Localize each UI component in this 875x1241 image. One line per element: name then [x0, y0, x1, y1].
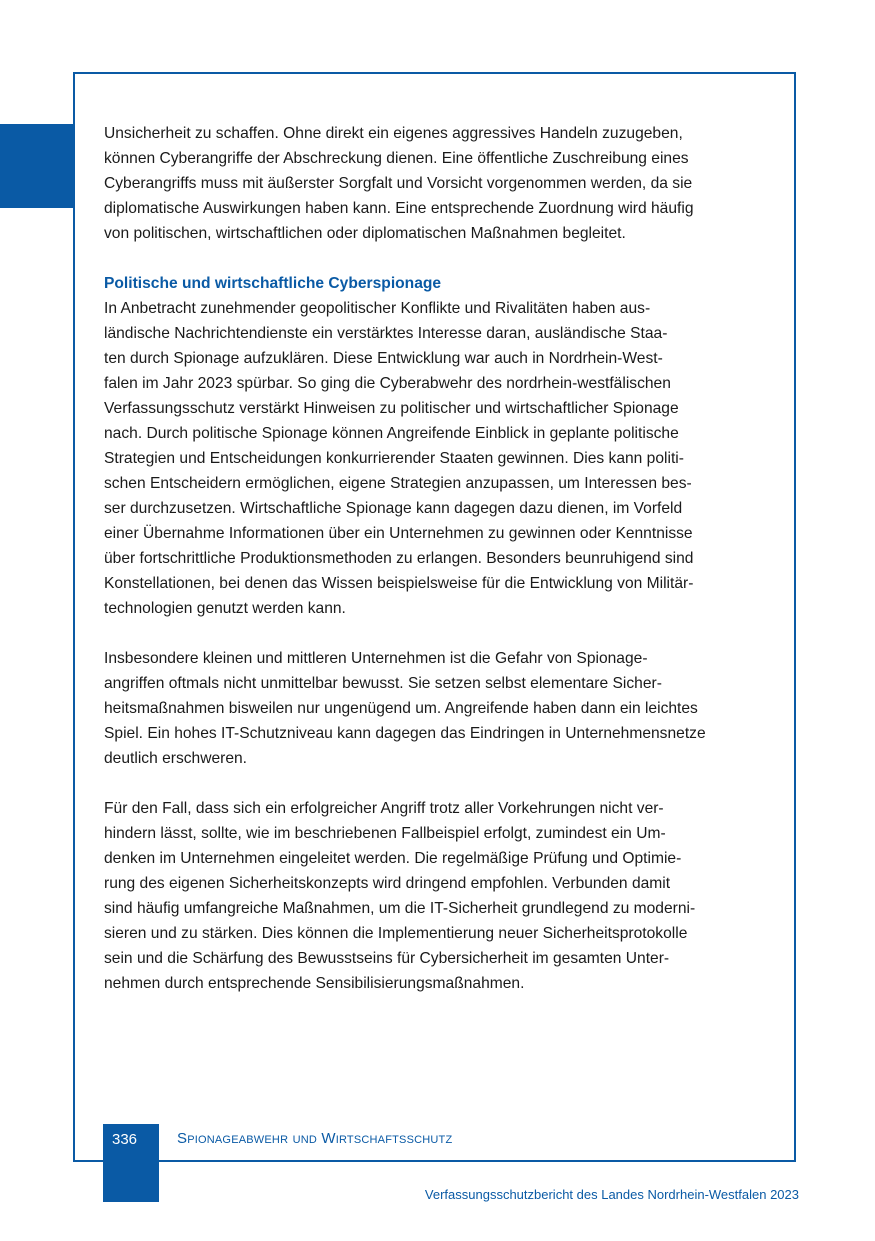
- text-line: heitsmaßnahmen bisweilen nur ungenügend um. Angreifende haben dann ein leichtes: [104, 700, 698, 717]
- text-line: hindern lässt, sollte, wie im beschriebenen Fallbeispiel erfolgt, zumindest ein Um-: [104, 825, 666, 842]
- text-line: einer Übernahme Informationen über ein Unternehmen zu gewinnen oder Kenntnisse: [104, 525, 693, 542]
- text-line: ländische Nachrichtendienste ein verstärktes Interesse daran, ausländische Staa-: [104, 325, 668, 342]
- page-number: 336: [112, 1131, 138, 1148]
- text-line: Spiel. Ein hohes IT-Schutzniveau kann dagegen das Eindringen in Unternehmensnetze: [104, 725, 706, 742]
- text-line: Unsicherheit zu schaffen. Ohne direkt ein eigenes aggressives Handeln zuzugeben,: [104, 125, 683, 142]
- text-line: diplomatische Auswirkungen haben kann. Eine entsprechende Zuordnung wird häufig: [104, 200, 694, 217]
- text-line: sieren und zu stärken. Dies können die Implementierung neuer Sicherheitsprotokolle: [104, 925, 688, 942]
- footer-report-title: Verfassungsschutzbericht des Landes Nordrhein-Westfalen 2023: [424, 1187, 799, 1202]
- text-line: Konstellationen, bei denen das Wissen beispielsweise für die Entwicklung von Militär-: [104, 575, 694, 592]
- text-line: falen im Jahr 2023 spürbar. So ging die Cyberabwehr des nordrhein-westfälischen: [104, 375, 671, 392]
- text-line: über fortschrittliche Produktionsmethoden zu erlangen. Besonders beunruhigend sind: [104, 550, 694, 567]
- main-content: [104, 121, 772, 1021]
- text-line: nach. Durch politische Spionage können Angreifende Einblick in geplante politische: [104, 425, 679, 442]
- text-line: Strategien und Entscheidungen konkurrierender Staaten gewinnen. Dies kann politi-: [104, 450, 684, 467]
- text-line: schen Entscheidern ermöglichen, eigene Strategien anzupassen, um Interessen bes-: [104, 475, 692, 492]
- text-line: denken im Unternehmen eingeleitet werden. Die regelmäßige Prüfung und Optimie-: [104, 850, 682, 867]
- text-line: können Cyberangriffe der Abschreckung dienen. Eine öffentliche Zuschreibung eines: [104, 150, 689, 167]
- text-line: rung des eigenen Sicherheitskonzepts wird dringend empfohlen. Verbunden damit: [104, 875, 671, 892]
- text-line: Insbesondere kleinen und mittleren Unternehmen ist die Gefahr von Spionage-: [104, 650, 648, 667]
- paragraph-massnahmen: [104, 796, 772, 996]
- text-line: nehmen durch entsprechende Sensibilisierungsmaßnahmen.: [104, 975, 525, 992]
- text-line: sind häufig umfangreiche Maßnahmen, um die IT-Sicherheit grundlegend zu moderni-: [104, 900, 696, 917]
- paragraph-kmu: [104, 646, 772, 771]
- text-line: angriffen oftmals nicht unmittelbar bewusst. Sie setzen selbst elementare Sicher-: [104, 675, 662, 692]
- text-line: Verfassungsschutz verstärkt Hinweisen zu politischer und wirtschaftlicher Spionage: [104, 400, 679, 417]
- text-line: ser durchzusetzen. Wirtschaftliche Spionage kann dagegen dazu dienen, im Vorfeld: [104, 500, 683, 517]
- text-line: sein und die Schärfung des Bewusstseins für Cybersicherheit im gesamten Unter-: [104, 950, 670, 967]
- paragraph-spionage: [104, 271, 772, 621]
- section-heading: Politische und wirtschaftliche Cyberspionage: [104, 275, 442, 292]
- text-line: deutlich erschweren.: [104, 750, 248, 767]
- text-line: von politischen, wirtschaftlichen oder diplomatischen Maßnahmen begleitet.: [104, 225, 626, 242]
- text-line: technologien genutzt werden kann.: [104, 600, 346, 617]
- paragraph-intro: [104, 121, 772, 246]
- text-line: Für den Fall, dass sich ein erfolgreicher Angriff trotz aller Vorkehrungen nicht ver-: [104, 800, 664, 817]
- text-line: In Anbetracht zunehmender geopolitischer Konflikte und Rivalitäten haben aus-: [104, 300, 651, 317]
- text-line: Cyberangriffs muss mit äußerster Sorgfalt und Vorsicht vorgenommen werden, da sie: [104, 175, 693, 192]
- text-line: ten durch Spionage aufzuklären. Diese Entwicklung war auch in Nordrhein-West-: [104, 350, 663, 367]
- side-tab-marker: [0, 124, 74, 208]
- chapter-title: Spionageabwehr und Wirtschaftsschutz: [177, 1130, 453, 1147]
